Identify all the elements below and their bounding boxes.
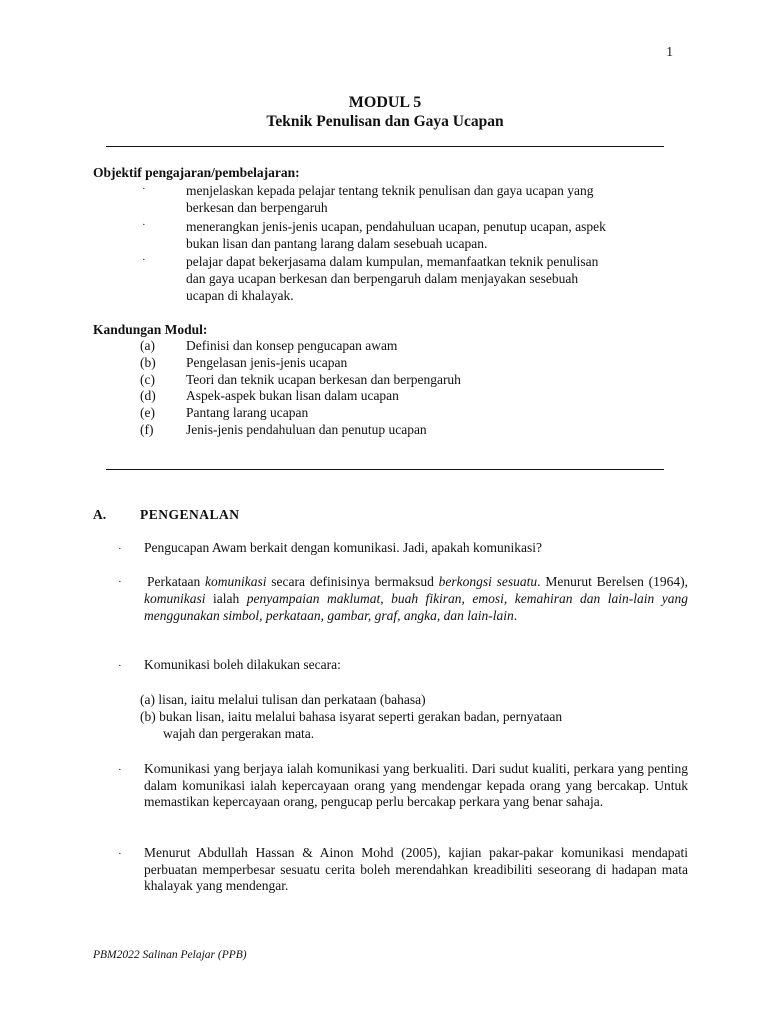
paragraph: Pengucapan Awam berkait dengan komunikasi. Jadi, apakah komunikasi? <box>144 540 543 555</box>
contents-letter: (c) <box>140 372 155 387</box>
divider-top <box>106 146 664 147</box>
section-title: PENGENALAN <box>140 507 240 522</box>
page-title: Teknik Penulisan dan Gaya Ucapan <box>266 113 504 130</box>
emphasis-text: komunikasi <box>205 574 267 589</box>
contents-item: Pengelasan jenis-jenis ucapan <box>186 355 348 370</box>
bullet-icon: · <box>142 254 146 266</box>
paragraph: Menurut Abdullah Hassan & Ainon Mohd (2005), kajian pakar-pakar komunikasi mendapati perbuatan memperbesar sesuatu cerita boleh merendahkan kreadibiliti seseorang di hadapan mata khalayak yang mendengar. <box>144 845 688 893</box>
bullet-icon: · <box>118 848 122 860</box>
contents-letter: (d) <box>140 388 156 403</box>
module-heading: MODUL 5 <box>348 94 422 111</box>
objective-line: ucapan di khalayak. <box>186 288 294 303</box>
contents-letter: (a) <box>140 338 155 353</box>
paragraph: Komunikasi yang berjaya ialah komunikasi yang berkualiti. Dari sudut kualiti, perkara yang penting dalam komunikasi ialah kepercayaan orang yang mendengar kepada orang yang bercakap. Untuk memastikan kepercayaan orang, pengucap perlu bercakap perkara yang benar sahaja. <box>144 761 688 809</box>
sub-item: wajah dan pergerakan mata. <box>163 726 315 741</box>
emphasis-text: berkongsi sesuatu <box>438 574 538 589</box>
text-run: . <box>513 608 518 623</box>
contents-item: Definisi dan konsep pengucapan awam <box>186 338 398 353</box>
contents-letter: (f) <box>140 422 154 437</box>
contents-letter: (e) <box>140 405 155 420</box>
sub-item: (b) bukan lisan, iaitu melalui bahasa isyarat seperti gerakan badan, pernyataan <box>140 709 563 724</box>
paragraph-definition <box>144 573 688 624</box>
text-run: secara definisinya bermaksud <box>266 574 439 589</box>
contents-item: Pantang larang ucapan <box>186 405 309 420</box>
section-label: A. <box>93 507 107 522</box>
bullet-icon: · <box>118 660 122 672</box>
objective-line: berkesan dan berpengaruh <box>186 200 328 215</box>
bullet-icon: · <box>118 543 122 555</box>
bullet-icon: · <box>142 219 146 231</box>
bullet-icon: · <box>118 576 122 588</box>
text-run: ialah <box>205 591 247 606</box>
page-number: 1 <box>666 44 673 59</box>
bullet-icon: · <box>118 764 122 776</box>
objective-line: menjelaskan kepada pelajar tentang teknik penulisan dan gaya ucapan yang <box>186 183 594 198</box>
contents-letter: (b) <box>140 355 156 370</box>
text-run: . Menurut Berelsen (1964), <box>537 574 689 589</box>
emphasis-text: komunikasi <box>144 591 206 606</box>
objectives-heading: Objektif pengajaran/pembelajaran: <box>93 165 300 180</box>
objective-line: menerangkan jenis-jenis ucapan, pendahuluan ucapan, penutup ucapan, aspek <box>186 219 606 234</box>
sub-item: (a) lisan, iaitu melalui tulisan dan perkataan (bahasa) <box>140 692 426 707</box>
contents-item: Jenis-jenis pendahuluan dan penutup ucapan <box>186 422 427 437</box>
footer: PBM2022 Salinan Pelajar (PPB) <box>93 949 247 961</box>
contents-item: Teori dan teknik ucapan berkesan dan berpengaruh <box>186 372 461 387</box>
text-run: Perkataan <box>147 574 206 589</box>
objective-line: dan gaya ucapan berkesan dan berpengaruh dalam menjayakan sesebuah <box>186 271 579 286</box>
contents-item: Aspek-aspek bukan lisan dalam ucapan <box>186 388 399 403</box>
objective-line: pelajar dapat bekerjasama dalam kumpulan, memanfaatkan teknik penulisan <box>186 254 599 269</box>
paragraph: Komunikasi boleh dilakukan secara: <box>144 657 341 672</box>
divider-middle <box>106 469 664 470</box>
objective-line: bukan lisan dan pantang larang dalam sesebuah ucapan. <box>186 236 488 251</box>
emphasis-text: penyampaian maklumat, buah fikiran, emosi, kemahiran dan lain-lain yang menggunakan simbol, perkataan, gambar, graf, angka, dan lain-lain <box>144 591 688 623</box>
bullet-icon: · <box>142 183 146 195</box>
contents-heading: Kandungan Modul: <box>93 322 208 337</box>
